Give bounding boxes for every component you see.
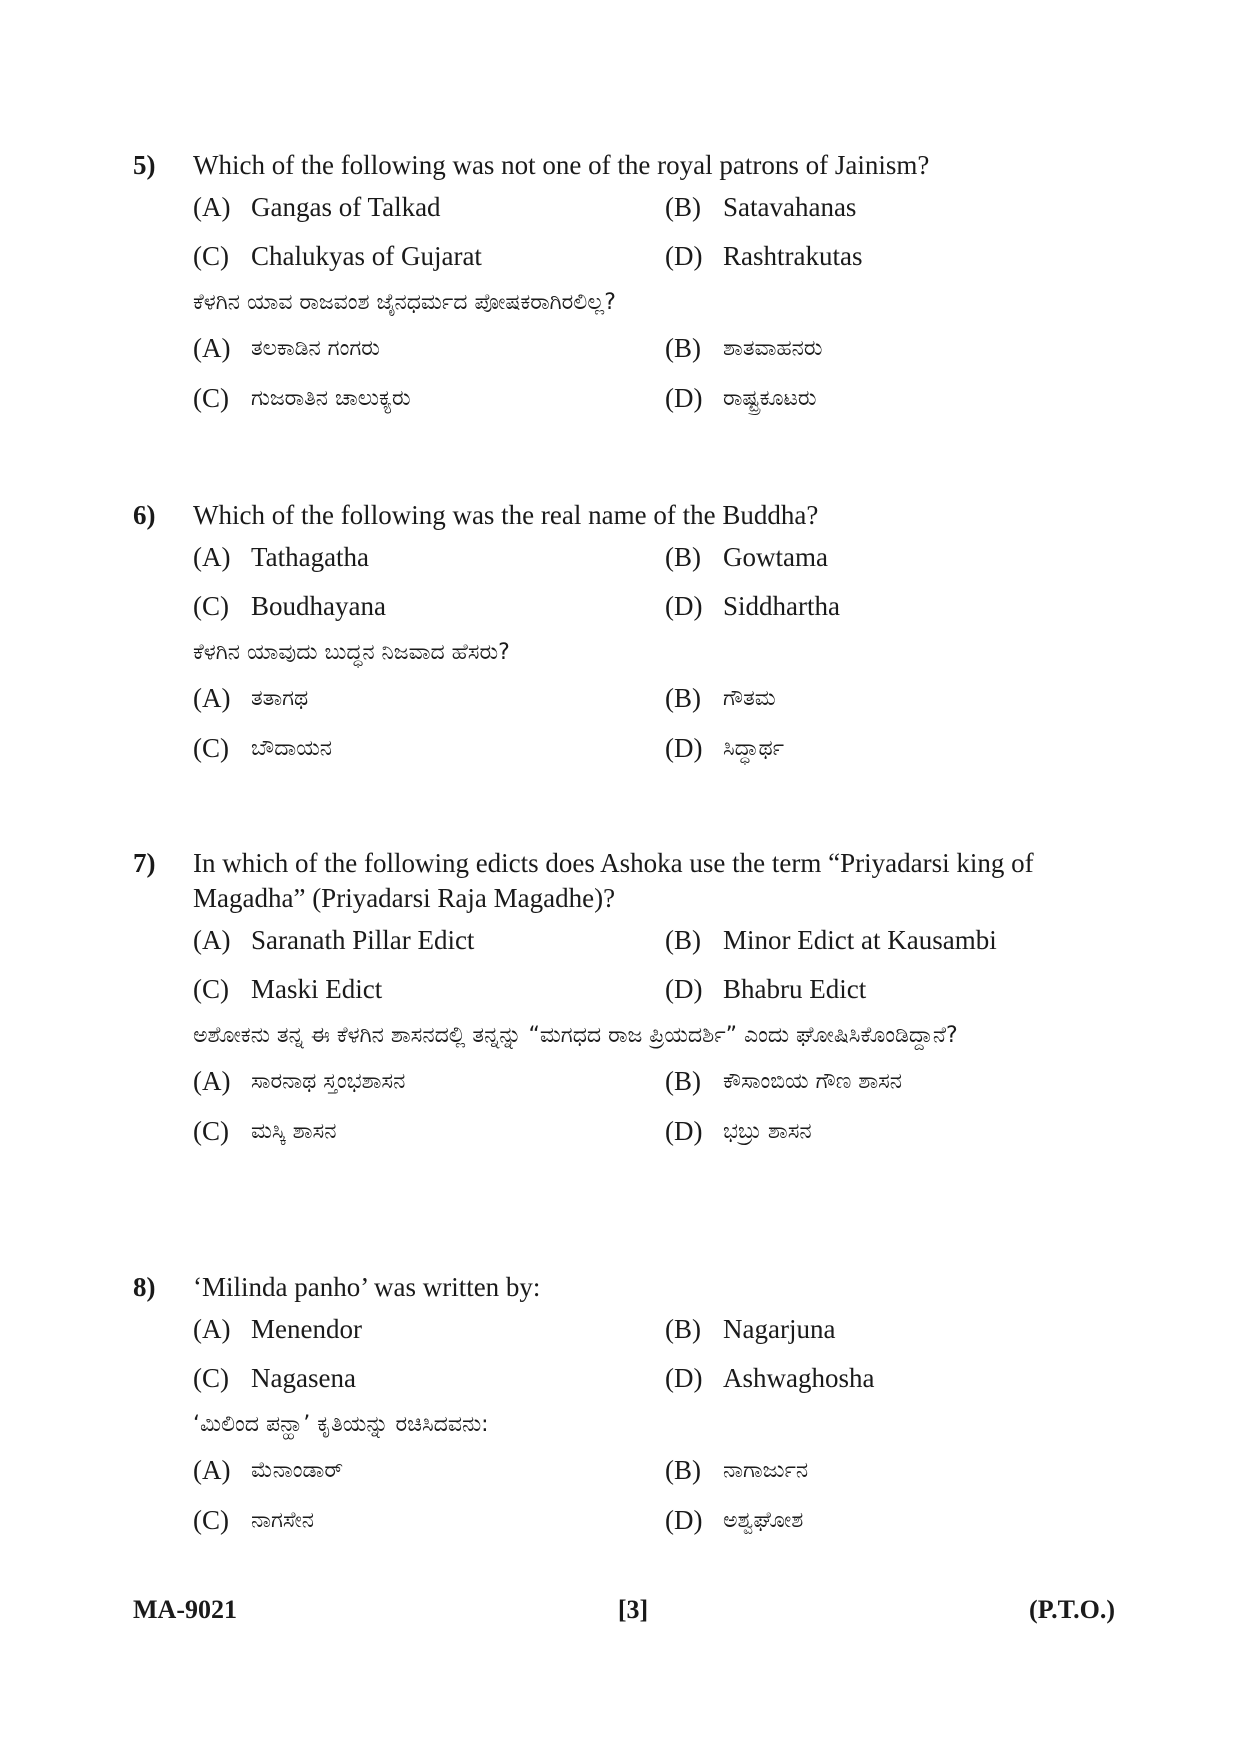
option-d-kn	[665, 373, 1085, 423]
question-7	[133, 846, 1113, 1156]
option-text: ರಾಷ್ಟ್ರಕೂಟರು	[723, 385, 817, 411]
option-text: Chalukyas of Gujarat	[251, 241, 482, 271]
option-label: (C)	[193, 1363, 229, 1393]
option-label: (C)	[193, 732, 229, 763]
option-text: Maski Edict	[251, 974, 383, 1004]
option-text: ನಾಗಾರ್ಜುನ	[723, 1457, 809, 1483]
question-6	[133, 498, 1113, 773]
option-d-kn	[665, 1495, 1085, 1545]
option-text: ತತಾಗಥ	[251, 685, 309, 711]
option-d	[665, 232, 1085, 281]
option-text: ಅಶ್ವಘೋಶ	[723, 1507, 804, 1533]
option-text: Boudhayana	[251, 591, 386, 621]
option-c	[193, 965, 665, 1014]
option-label: (D)	[665, 1115, 703, 1146]
question-text-kn: ಅಶೋಕನು ತನ್ನ ಈ ಕೆಳಗಿನ ಶಾಸನದಲ್ಲಿ ತನ್ನನ್ನು “ಮಗಧದ ರಾಜ ಪ್ರಿಯದರ್ಶಿ” ಎಂದು ಘೋಷಿಸಿಕೊಂಡಿದ್ದಾನೆ?	[193, 1023, 958, 1048]
option-label: (A)	[193, 192, 231, 222]
question-5	[133, 148, 1113, 423]
option-c-kn	[193, 373, 665, 423]
question-text-kn: ‘ಮಿಲಿಂದ ಪನ್ಹಾ’ ಕೃತಿಯನ್ನು ರಚಿಸಿದವನು:	[193, 1412, 489, 1437]
option-label: (C)	[193, 1115, 229, 1146]
option-text: Tathagatha	[251, 542, 370, 572]
option-c	[193, 582, 665, 631]
option-text: Rashtrakutas	[723, 241, 863, 271]
option-text: ಸಿದ್ಧಾರ್ಥ	[723, 735, 785, 761]
option-label: (A)	[193, 925, 231, 955]
question-text-en: ‘Milinda panho’ was written by:	[193, 1272, 541, 1302]
option-b	[665, 183, 1085, 232]
option-label: (D)	[665, 732, 703, 763]
question-text-en: In which of the following edicts does Ashoka use the term “Priyadarsi king of Magadha” (Priyadarsi Raja Magadhe)?	[193, 848, 1034, 913]
option-a	[193, 916, 665, 965]
question-number: 5)	[133, 150, 156, 180]
option-d	[665, 965, 1085, 1014]
options-kn	[193, 323, 1113, 423]
option-label: (B)	[665, 1454, 701, 1485]
question-number: 8)	[133, 1272, 156, 1302]
option-c	[193, 1354, 665, 1403]
option-text: ಭಬ್ರು ಶಾಸನ	[723, 1118, 812, 1144]
option-label: (B)	[665, 1065, 701, 1096]
option-label: (B)	[665, 1314, 701, 1344]
option-a-kn	[193, 323, 665, 373]
question-number: 7)	[133, 848, 156, 878]
question-text-kn: ಕೆಳಗಿನ ಯಾವುದು ಬುದ್ಧನ ನಿಜವಾದ ಹೆಸರು?	[193, 640, 510, 665]
question-number: 6)	[133, 500, 156, 530]
option-b	[665, 533, 1085, 582]
option-label: (C)	[193, 974, 229, 1004]
option-text: Gowtama	[723, 542, 828, 572]
option-text: Bhabru Edict	[723, 974, 867, 1004]
option-text: ಬೌದಾಯನ	[251, 735, 332, 761]
option-text: Saranath Pillar Edict	[251, 925, 475, 955]
option-text: Siddhartha	[723, 591, 840, 621]
option-text: ಮಸ್ಕಿ ಶಾಸನ	[251, 1118, 337, 1144]
question-text-en: Which of the following was the real name of the Buddha?	[193, 500, 819, 530]
option-label: (B)	[665, 332, 701, 363]
page-number: [3]	[617, 1595, 649, 1624]
option-text: Nagasena	[251, 1363, 356, 1393]
option-text: Minor Edict at Kausambi	[723, 925, 997, 955]
option-label: (D)	[665, 974, 703, 1004]
option-label: (D)	[665, 382, 703, 413]
option-d	[665, 1354, 1085, 1403]
options-en	[193, 183, 1113, 281]
option-label: (C)	[193, 591, 229, 621]
option-c-kn	[193, 723, 665, 773]
option-c	[193, 232, 665, 281]
option-label: (A)	[193, 332, 231, 363]
pto-note: (P.T.O.)	[1029, 1595, 1115, 1624]
option-d-kn	[665, 723, 1085, 773]
option-label: (C)	[193, 1504, 229, 1535]
option-b-kn	[665, 323, 1085, 373]
option-label: (B)	[665, 925, 701, 955]
option-text: ತಲಕಾಡಿನ ಗಂಗರು	[251, 335, 380, 361]
options-kn	[193, 673, 1113, 773]
option-b-kn	[665, 1445, 1085, 1495]
option-c-kn	[193, 1495, 665, 1545]
option-text: Gangas of Talkad	[251, 192, 441, 222]
option-text: ಶಾತವಾಹನರು	[723, 335, 823, 361]
option-label: (A)	[193, 1454, 231, 1485]
option-a	[193, 533, 665, 582]
option-label: (B)	[665, 192, 701, 222]
options-en	[193, 916, 1113, 1014]
option-text: ಗೌತಮ	[723, 685, 776, 711]
question-8	[133, 1270, 1113, 1545]
option-label: (C)	[193, 382, 229, 413]
option-label: (A)	[193, 1065, 231, 1096]
option-label: (D)	[665, 1363, 703, 1393]
option-label: (B)	[665, 542, 701, 572]
option-text: Menendor	[251, 1314, 362, 1344]
option-text: ಕೌಸಾಂಬಿಯ ಗೌಣ ಶಾಸನ	[723, 1068, 903, 1094]
option-text: ಮೆನಾಂಡಾರ್	[251, 1457, 344, 1483]
option-b-kn	[665, 1056, 1085, 1106]
option-a-kn	[193, 1445, 665, 1495]
options-en	[193, 533, 1113, 631]
option-a	[193, 1305, 665, 1354]
option-d-kn	[665, 1106, 1085, 1156]
option-label: (C)	[193, 241, 229, 271]
option-label: (D)	[665, 241, 703, 271]
option-label: (D)	[665, 1504, 703, 1535]
option-a-kn	[193, 673, 665, 723]
option-label: (B)	[665, 682, 701, 713]
option-text: ಗುಜರಾತಿನ ಚಾಲುಕ್ಯರು	[251, 385, 411, 411]
question-text-en: Which of the following was not one of the royal patrons of Jainism?	[193, 150, 930, 180]
options-kn	[193, 1445, 1113, 1545]
option-b-kn	[665, 673, 1085, 723]
option-a	[193, 183, 665, 232]
question-text-kn: ಕೆಳಗಿನ ಯಾವ ರಾಜವಂಶ ಜೈನಧರ್ಮದ ಪೋಷಕರಾಗಿರಲಿಲ್ಲ?	[193, 290, 616, 315]
option-text: Nagarjuna	[723, 1314, 836, 1344]
option-text: Ashwaghosha	[723, 1363, 875, 1393]
option-a-kn	[193, 1056, 665, 1106]
option-c-kn	[193, 1106, 665, 1156]
option-b	[665, 916, 1085, 965]
options-en	[193, 1305, 1113, 1403]
option-text: Satavahanas	[723, 192, 857, 222]
paper-code: MA-9021	[133, 1595, 237, 1624]
option-text: ನಾಗಸೇನ	[251, 1507, 315, 1533]
option-d	[665, 582, 1085, 631]
option-label: (A)	[193, 682, 231, 713]
option-label: (A)	[193, 542, 231, 572]
option-b	[665, 1305, 1085, 1354]
option-label: (D)	[665, 591, 703, 621]
page-footer	[133, 1595, 1115, 1625]
options-kn	[193, 1056, 1113, 1156]
option-text: ಸಾರನಾಥ ಸ್ತಂಭಶಾಸನ	[251, 1068, 406, 1094]
option-label: (A)	[193, 1314, 231, 1344]
